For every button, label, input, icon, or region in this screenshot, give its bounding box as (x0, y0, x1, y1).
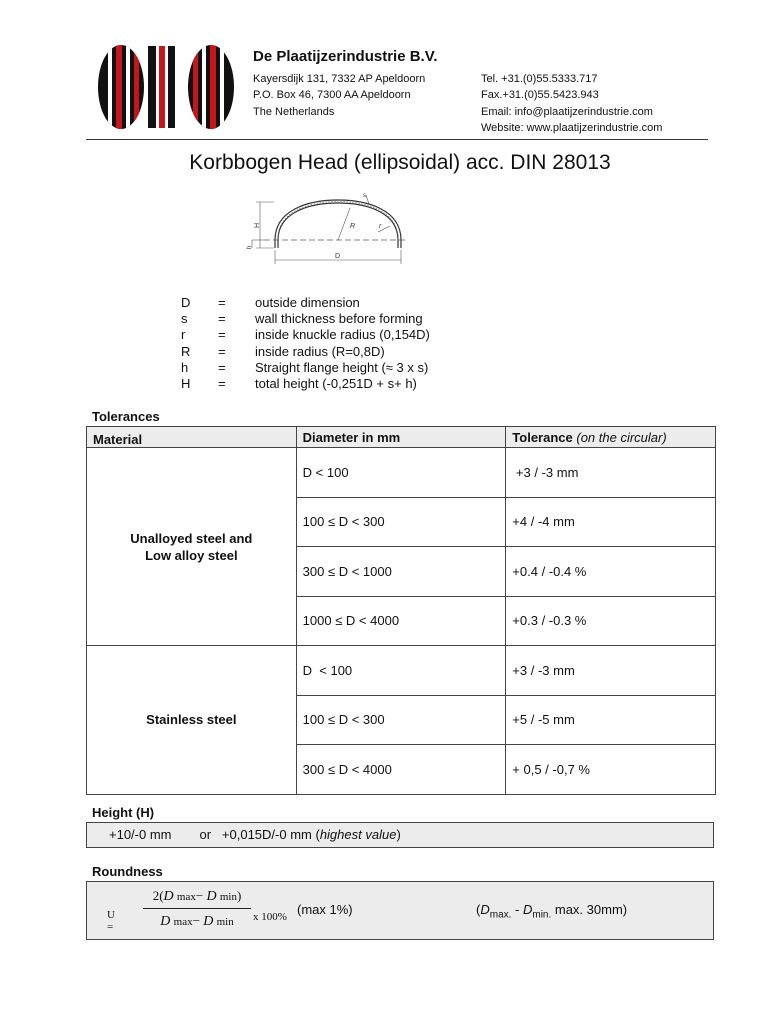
definition-text: Straight flange height (≈ 3 x s) (255, 359, 429, 375)
material-cell-unalloyed (87, 448, 297, 646)
max-subscript: max (176, 891, 196, 903)
diagram-label-H: H (254, 222, 261, 228)
d-symbol: D (163, 889, 174, 904)
definition-row (181, 360, 430, 376)
definition-row (181, 327, 430, 343)
height-highest-value: highest value (319, 827, 397, 842)
tolerance-cell: +0.4 / -0.4 % (506, 547, 716, 597)
definition-symbol: H (181, 376, 191, 392)
column-header-material: Material (87, 427, 297, 448)
definition-equals: = (218, 343, 226, 359)
roundness-dmax-note (476, 902, 627, 921)
diameter-cell: D < 100 (296, 646, 506, 696)
numerator-suffix: ) (236, 888, 242, 903)
tolerance-cell: +5 / -5 mm (506, 695, 716, 745)
address-line: The Netherlands (253, 105, 335, 118)
minus-sign: − (192, 913, 200, 928)
minus-sign: − (195, 888, 204, 903)
numerator-prefix: 2( (152, 888, 164, 903)
formula-numerator (143, 888, 251, 909)
definition-symbol: R (181, 343, 191, 359)
website-address: Website: www.plaatijzerindustrie.com (481, 121, 663, 134)
material-cell-stainless (87, 646, 297, 795)
company-address (253, 71, 425, 120)
formula-denominator (143, 909, 251, 930)
diagram-label-R: R (350, 223, 356, 230)
table-header-row (87, 427, 716, 448)
height-tolerance-alt: +0,015D/-0 mm ( (221, 827, 320, 842)
roundness-max-note: (max 1%) (297, 902, 353, 917)
tolerances-table (86, 426, 716, 795)
diameter-cell: 300 ≤ D < 1000 (296, 547, 506, 597)
material-name-line: Low alloy steel (145, 547, 238, 563)
formula-u-label: U = (107, 909, 115, 933)
formula-times-100: x 100% (253, 911, 287, 923)
definition-text: inside radius (R=0,8D) (255, 343, 385, 359)
tolerance-cell: +0.3 / -0.3 % (506, 596, 716, 646)
company-name: De Plaatijzerindustrie B.V. (253, 48, 438, 65)
dmax-end: max. 30mm) (551, 902, 628, 917)
material-name-line: Unalloyed steel and (130, 530, 253, 546)
table-row (87, 646, 716, 696)
head-cross-section-diagram (238, 190, 408, 270)
definition-equals: = (218, 295, 226, 310)
d-symbol: D (480, 902, 490, 917)
diagram-label-s: s (363, 193, 366, 199)
tolerance-cell: +4 / -4 mm (506, 497, 716, 547)
document-title: Korbbogen Head (ellipsoidal) acc. DIN 28013 (189, 151, 611, 174)
definition-equals: = (218, 376, 226, 392)
height-close-paren: ) (396, 827, 401, 842)
material-name-line: Stainless steel (146, 712, 237, 728)
dmax-subscript: max. (489, 909, 512, 921)
tolerance-header-note: (on the circular) (576, 429, 667, 445)
tolerances-heading: Tolerances (92, 409, 160, 424)
column-header-diameter: Diameter in mm (296, 427, 506, 448)
table-row (87, 448, 716, 498)
company-logo (96, 44, 236, 130)
diagram-label-r: r (379, 223, 382, 230)
formula-fraction (143, 888, 251, 930)
symbol-definitions (181, 295, 430, 392)
definition-row (181, 344, 430, 360)
diameter-cell: 1000 ≤ D < 4000 (296, 596, 506, 646)
header-divider (86, 139, 708, 140)
diameter-cell: D < 100 (296, 448, 506, 498)
definition-equals: = (218, 359, 226, 375)
fax-number: Fax.+31.(0)55.5423.943 (481, 89, 599, 102)
diagram-label-h: h (247, 245, 253, 249)
tolerance-cell: +3 / -3 mm (506, 646, 716, 696)
d-symbol: D (160, 914, 171, 929)
diameter-cell: 100 ≤ D < 300 (296, 497, 506, 547)
phone-number: Tel. +31.(0)55.5333.717 (481, 73, 598, 85)
height-heading: Height (H) (92, 805, 155, 820)
definition-equals: = (218, 327, 226, 343)
dmax-open: ( (476, 902, 481, 917)
diagram-label-D: D (335, 253, 341, 260)
definition-symbol: r (181, 327, 186, 343)
diameter-cell: 100 ≤ D < 300 (296, 695, 506, 745)
d-symbol: D (206, 889, 217, 904)
tolerance-cell: + 0,5 / -0,7 % (506, 745, 716, 795)
definition-equals: = (218, 311, 226, 327)
max-subscript: max (173, 916, 193, 928)
height-or: or (199, 827, 212, 842)
d-symbol: D (522, 902, 533, 917)
definition-text: wall thickness before forming (255, 311, 423, 327)
height-tolerance-box (86, 822, 714, 848)
definition-symbol: D (181, 295, 191, 310)
email-address: Email: info@plaatijzerindustrie.com (481, 105, 653, 118)
roundness-formula-box (86, 881, 714, 940)
definition-symbol: s (181, 311, 188, 327)
roundness-heading: Roundness (92, 864, 163, 879)
address-line: Kayersdijk 131, 7332 AP Apeldoorn (253, 73, 426, 85)
dmin-subscript: min. (532, 909, 552, 921)
definition-text: total height (-0,251D + s+ h) (255, 376, 417, 392)
company-contact (481, 71, 662, 136)
definition-symbol: h (181, 359, 189, 375)
definition-text: inside knuckle radius (0,154D) (255, 327, 430, 343)
definition-row (181, 295, 430, 311)
tolerance-cell: +3 / -3 mm (506, 448, 716, 498)
d-symbol: D (203, 914, 214, 929)
definition-row (181, 376, 430, 392)
definition-text: outside dimension (255, 295, 360, 310)
height-tolerance-value: +10/-0 mm (109, 827, 172, 842)
definition-row (181, 311, 430, 327)
dmin-separator: - (511, 902, 523, 917)
min-subscript: min (219, 891, 237, 903)
column-header-tolerance (506, 427, 716, 448)
min-subscript: min (216, 916, 234, 928)
diameter-cell: 300 ≤ D < 4000 (296, 745, 506, 795)
address-line: P.O. Box 46, 7300 AA Apeldoorn (253, 89, 411, 102)
tolerance-header-label: Tolerance (512, 429, 573, 445)
